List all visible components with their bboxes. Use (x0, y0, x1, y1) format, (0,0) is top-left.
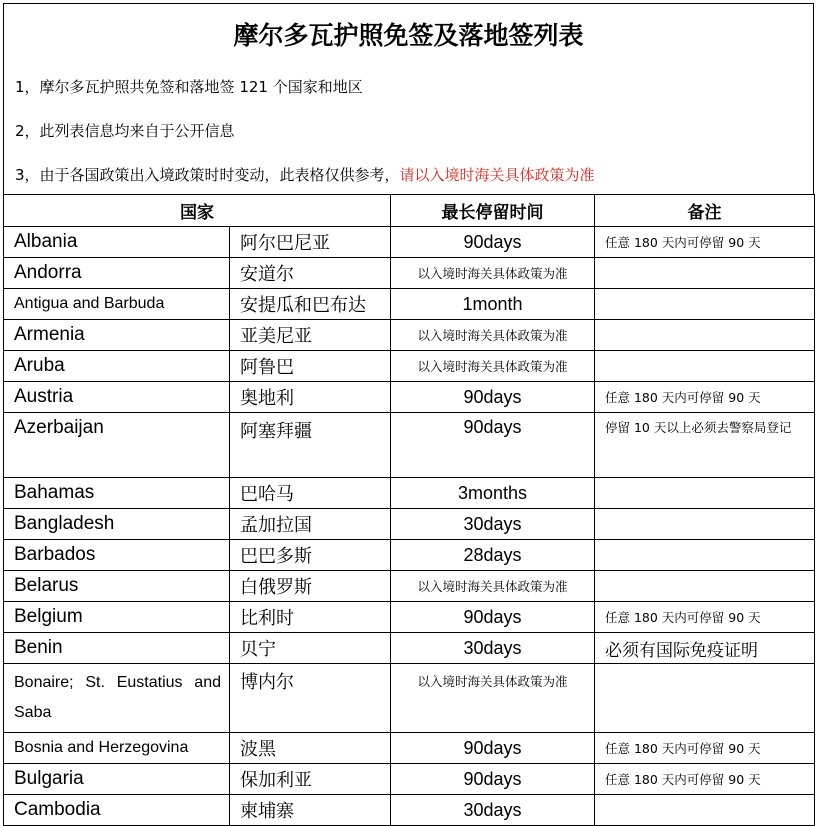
max-stay: 30days (391, 795, 595, 826)
max-stay: 90days (391, 227, 595, 258)
country-cn: 安提瓜和巴布达 (230, 289, 391, 320)
table-row (4, 320, 815, 351)
country-en: Antigua and Barbuda (4, 289, 230, 320)
remark: 任意 180 天内可停留 90 天 (595, 602, 815, 633)
table-row (4, 289, 815, 320)
table-row (4, 633, 815, 664)
country-en: Belgium (4, 602, 230, 633)
remark: 任意 180 天内可停留 90 天 (595, 227, 815, 258)
country-en: Azerbaijan (4, 413, 230, 478)
max-stay: 90days (391, 602, 595, 633)
remark: 停留 10 天以上必须去警察局登记 (595, 413, 815, 478)
country-en: Barbados (4, 540, 230, 571)
remark: 必须有国际免疫证明 (595, 633, 815, 664)
max-stay: 28days (391, 540, 595, 571)
note-2: 2，此列表信息均来自于公开信息 (15, 122, 235, 140)
country-en: Bulgaria (4, 764, 230, 795)
max-stay: 以入境时海关具体政策为准 (391, 351, 595, 382)
remark (595, 289, 815, 320)
country-en: Bonaire; St. Eustatius and Saba (4, 664, 230, 733)
country-en: Andorra (4, 258, 230, 289)
table-row (4, 764, 815, 795)
country-cn: 保加利亚 (230, 764, 391, 795)
max-stay: 以入境时海关具体政策为准 (391, 320, 595, 351)
country-en: Bahamas (4, 478, 230, 509)
max-stay: 1month (391, 289, 595, 320)
max-stay: 90days (391, 413, 595, 478)
country-en: Albania (4, 227, 230, 258)
table-row (4, 351, 815, 382)
page-title: 摩尔多瓦护照免签及落地签列表 (233, 21, 584, 50)
table-row (4, 509, 815, 540)
country-cn: 巴哈马 (230, 478, 391, 509)
country-cn: 白俄罗斯 (230, 571, 391, 602)
remark (595, 509, 815, 540)
note-3-red-text: 请以入境时海关具体政策为准 (399, 166, 595, 184)
country-cn: 阿尔巴尼亚 (230, 227, 391, 258)
max-stay: 30days (391, 633, 595, 664)
table-row (4, 571, 815, 602)
country-en: Aruba (4, 351, 230, 382)
header-stay: 最长停留时间 (391, 195, 595, 227)
max-stay: 以入境时海关具体政策为准 (391, 664, 595, 733)
country-cn: 阿塞拜疆 (230, 413, 391, 478)
header-section (3, 3, 814, 194)
country-cn: 博内尔 (230, 664, 391, 733)
remark (595, 351, 815, 382)
remark (595, 320, 815, 351)
table-row (4, 413, 815, 478)
country-cn: 贝宁 (230, 633, 391, 664)
visa-table (3, 194, 815, 826)
remark (595, 664, 815, 733)
note-3-text: 3，由于各国政策出入境政策时时变动，此表格仅供参考， (15, 166, 400, 184)
country-en: Armenia (4, 320, 230, 351)
table-row (4, 664, 815, 733)
max-stay: 以入境时海关具体政策为准 (391, 571, 595, 602)
country-en: Bangladesh (4, 509, 230, 540)
country-cn: 柬埔寨 (230, 795, 391, 826)
remark (595, 795, 815, 826)
country-cn: 波黑 (230, 733, 391, 764)
table-row (4, 258, 815, 289)
max-stay: 90days (391, 733, 595, 764)
country-en: Belarus (4, 571, 230, 602)
note-1: 1，摩尔多瓦护照共免签和落地签 121 个国家和地区 (15, 78, 363, 96)
country-cn: 孟加拉国 (230, 509, 391, 540)
country-en: Benin (4, 633, 230, 664)
country-en: Austria (4, 382, 230, 413)
country-cn: 安道尔 (230, 258, 391, 289)
table-row (4, 733, 815, 764)
note-3 (15, 164, 595, 185)
table-row (4, 795, 815, 826)
country-cn: 亚美尼亚 (230, 320, 391, 351)
table-row (4, 227, 815, 258)
remark: 任意 180 天内可停留 90 天 (595, 733, 815, 764)
max-stay: 30days (391, 509, 595, 540)
table-row (4, 602, 815, 633)
max-stay: 90days (391, 382, 595, 413)
remark (595, 571, 815, 602)
country-en: Cambodia (4, 795, 230, 826)
header-remark: 备注 (595, 195, 815, 227)
country-cn: 奥地利 (230, 382, 391, 413)
table-row (4, 540, 815, 571)
country-cn: 阿鲁巴 (230, 351, 391, 382)
remark: 任意 180 天内可停留 90 天 (595, 764, 815, 795)
remark: 任意 180 天内可停留 90 天 (595, 382, 815, 413)
country-cn: 巴巴多斯 (230, 540, 391, 571)
max-stay: 以入境时海关具体政策为准 (391, 258, 595, 289)
header-country: 国家 (4, 195, 391, 227)
country-en: Bosnia and Herzegovina (4, 733, 230, 764)
max-stay: 90days (391, 764, 595, 795)
country-cn: 比利时 (230, 602, 391, 633)
table-header-row (4, 195, 815, 227)
max-stay: 3months (391, 478, 595, 509)
remark (595, 540, 815, 571)
remark (595, 258, 815, 289)
table-row (4, 382, 815, 413)
remark (595, 478, 815, 509)
table-row (4, 478, 815, 509)
